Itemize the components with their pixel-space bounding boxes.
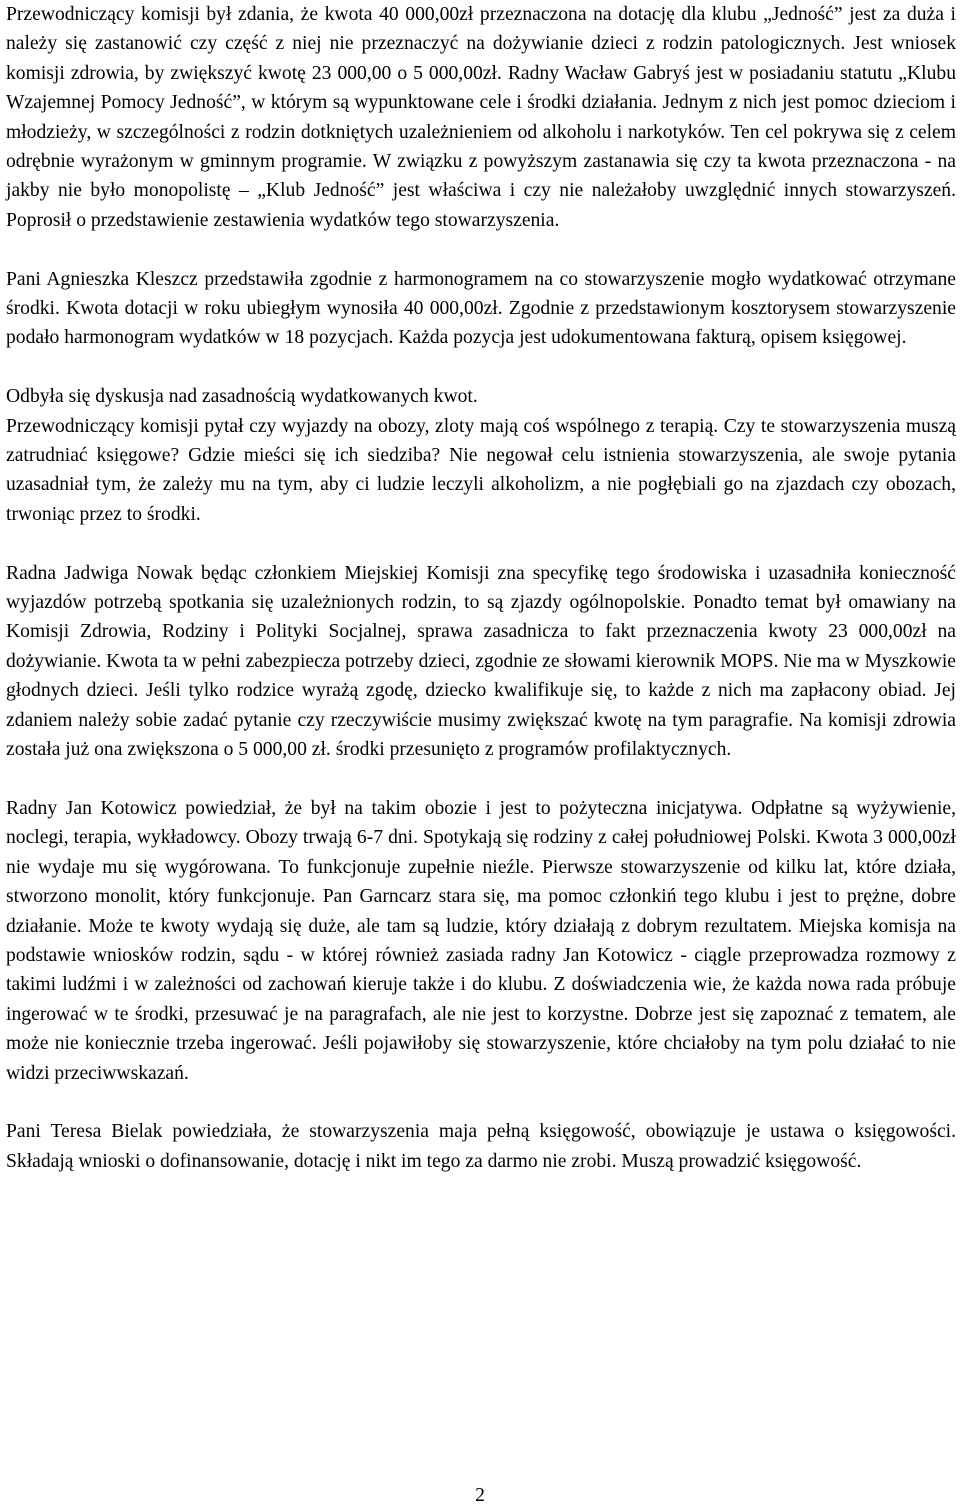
paragraph-chairman-opinion: Przewodniczący komisji był zdania, że kwota 40 000,00zł przeznaczona na dotację dla klubu „Jedność” jest za duża i należy się zastanowić czy część z niej nie przeznaczyć na dożywianie dzieci z rodzin patologicznych. Jest wniosek komisji zdrowia, by zwiększyć kwotę 23 000,00 o 5 000,00zł. Radny Wacław Gabryś jest w posiadaniu statutu „Klubu Wzajemnej Pomocy Jedność”, w którym są wypunktowane cele i środki działania. Jednym z nich jest pomoc dzieciom i młodzieży, w szczególności z rodzin dotkniętych uzależnieniem od alkoholu i narkotyków. Ten cel pokrywa się z celem odrębnie wyrażonym w gminnym programie. W związku z powyższym zastanawia się czy ta kwota przeznaczona - na jakby nie było monopolistę – „Klub Jedność” jest właściwa i czy nie należałoby uwzględnić innych stowarzyszeń. Poprosił o przedstawienie zestawienia wydatków tego stowarzyszenia. xyxy=(6,4,956,231)
page-number: 2 xyxy=(475,1485,485,1506)
paragraph-nowak-statement: Radna Jadwiga Nowak będąc członkiem Miejskiej Komisji zna specyfikę tego środowiska i uzasadniła konieczność wyjazdów potrzebą spotkania się uzależnionych rodzin, to są zjazdy ogólnopolskie. Ponadto temat był omawiany na Komisji Zdrowia, Rodziny i Polityki Socjalnej, sprawa zasadnicza to fakt przeznaczenia kwoty 23 000,00zł na dożywianie. Kwota ta w pełni zabezpiecza potrzeby dzieci, zgodnie ze słowami kierownik MOPS. Nie ma w Myszkowie głodnych dzieci. Jeśli tylko rodzice wyrażą zgodę, dziecko kwalifikuje się, to każde z nich ma zapłacony obiad. Jej zdaniem należy sobie zadać pytanie czy rzeczywiście musimy zwiększać kwotę na tym paragrafie. Na komisji zdrowia została już ona zwiększona o 5 000,00 zł. środki przesunięto z programów profilaktycznych. xyxy=(6,562,956,761)
document-page xyxy=(6,0,956,1206)
paragraph-kotowicz-statement: Radny Jan Kotowicz powiedział, że był na takim obozie i jest to pożyteczna inicjatywa. Odpłatne są wyżywienie, noclegi, terapia, wykładowcy. Obozy trwają 6-7 dni. Spotykają się rodziny z całej południowej Polski. Kwota 3 000,00zł nie wydaje mu się wygórowana. To funkcjonuje zupełnie nieźle. Pierwsze stowarzyszenie od kilku lat, które działa, stworzono monolit, który funkcjonuje. Pan Garncarz stara się, ma pomoc członkiń tego klubu i jest to prężne, dobre działanie. Może te kwoty wydają się duże, ale tam są ludzie, który działają z dobrym rezultatem. Miejska komisja na podstawie wniosków rodzin, sądu - w której również zasiada radny Jan Kotowicz - ciągle przeprowadza rozmowy z takimi ludźmi i w zależności od zachowań kieruje także i do klubu. Z doświadczenia wie, że każda nowa rada próbuje ingerować w te środki, przesuwać je na paragrafach, ale nie jest to korzystne. Dobrze jest się zapoznać z tematem, ale może nie koniecznie trzeba ingerować. Jeśli pojawiłoby się stowarzyszenie, które chciałoby na tym polu działać to nie widzi przeciwwskazań. xyxy=(6,797,956,1084)
paragraph-kleszcz-presentation: Pani Agnieszka Kleszcz przedstawiła zgodnie z harmonogramem na co stowarzyszenie mogło wydatkować otrzymane środki. Kwota dotacji w roku ubiegłym wynosiła 40 000,00zł. Zgodnie z przedstawionym kosztorysem stowarzyszenie podało harmonogram wydatków w 18 pozycjach. Każda pozycja jest udokumentowana fakturą, opisem księgowej. xyxy=(6,268,956,349)
paragraph-chairman-questions: Przewodniczący komisji pytał czy wyjazdy na obozy, zloty mają coś wspólnego z terapią. Czy te stowarzyszenia muszą zatrudniać księgowe? Gdzie mieści się ich siedziba? Nie negował celu istnienia stowarzyszenia, ale swoje pytania uzasadniał tym, że zależy mu na tym, aby ci ludzie leczyli alkoholizm, a nie pogłębiali go na zjazdach czy obozach, trwoniąc przez to środki. xyxy=(6,415,956,525)
paragraph-bielak-statement: Pani Teresa Bielak powiedziała, że stowarzyszenia maja pełną księgowość, obowiązuje je ustawa o księgowości. Składają wnioski o dofinansowanie, dotację i nikt im tego za darmo nie zrobi. Muszą prowadzić księgowość. xyxy=(6,1121,956,1172)
paragraph-discussion-note: Odbyła się dyskusja nad zasadnością wydatkowanych kwot. xyxy=(6,386,478,408)
